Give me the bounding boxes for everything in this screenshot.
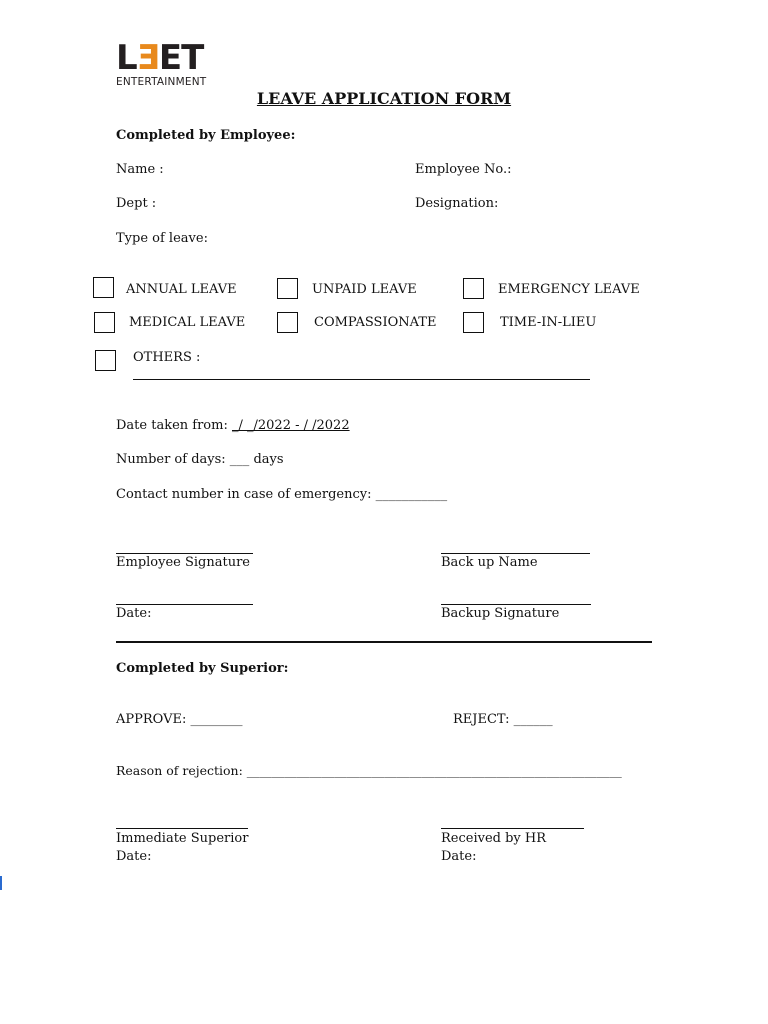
others-input-line[interactable] (133, 379, 590, 380)
form-title: LEAVE APPLICATION FORM (256, 89, 512, 108)
time-in-lieu-label: TIME-IN-LIEU (500, 315, 597, 330)
received-by-hr-label: Received by HR (441, 831, 547, 846)
type-of-leave-label: Type of leave: (116, 231, 208, 246)
backup-signature-line[interactable] (441, 604, 591, 605)
unpaid-leave-checkbox[interactable] (277, 278, 298, 299)
emergency-leave-label: EMERGENCY LEAVE (498, 282, 640, 297)
time-in-lieu-checkbox[interactable] (463, 312, 484, 333)
name-label: Name : (116, 162, 164, 177)
received-by-hr-line[interactable] (441, 828, 584, 829)
backup-signature-label: Backup Signature (441, 606, 560, 621)
employee-signature-line[interactable] (116, 553, 253, 554)
annual-leave-label: ANNUAL LEAVE (126, 282, 237, 297)
others-checkbox[interactable] (95, 350, 116, 371)
back-up-name-label: Back up Name (441, 555, 538, 570)
compassionate-checkbox[interactable] (277, 312, 298, 333)
date-taken-row (116, 418, 350, 433)
company-logo (116, 40, 226, 88)
medical-leave-label: MEDICAL LEAVE (129, 315, 246, 330)
received-by-hr-date-label: Date: (441, 849, 477, 864)
date-taken-label: Date taken from: (116, 418, 228, 433)
immediate-superior-date-label: Date: (116, 849, 152, 864)
employee-date-line[interactable] (116, 604, 253, 605)
annual-leave-checkbox[interactable] (93, 277, 114, 298)
immediate-superior-line[interactable] (116, 828, 248, 829)
reject-field[interactable]: REJECT: ______ (453, 712, 553, 727)
employee-section-heading: Completed by Employee: (116, 128, 296, 143)
approve-field[interactable]: APPROVE: ________ (116, 712, 243, 727)
date-taken-field[interactable]: _/ _/2022 - / /2022 (231, 418, 350, 433)
employee-date-label: Date: (116, 606, 152, 621)
others-label: OTHERS : (133, 350, 201, 365)
compassionate-label: COMPASSIONATE (314, 315, 437, 330)
emergency-leave-checkbox[interactable] (463, 278, 484, 299)
number-of-days-field[interactable]: Number of days: ___ days (116, 452, 284, 467)
page-edge-mark (0, 876, 2, 890)
designation-label: Designation: (415, 196, 499, 211)
employee-signature-label: Employee Signature (116, 555, 250, 570)
employee-no-label: Employee No.: (415, 162, 512, 177)
medical-leave-checkbox[interactable] (94, 312, 115, 333)
logo-subtitle: ENTERTAINMENT (116, 76, 207, 88)
back-up-name-line[interactable] (441, 553, 590, 554)
immediate-superior-label: Immediate Superior (116, 831, 249, 846)
superior-section-heading: Completed by Superior: (116, 661, 289, 676)
dept-label: Dept : (116, 196, 157, 211)
section-divider (116, 641, 652, 643)
unpaid-leave-label: UNPAID LEAVE (312, 282, 417, 297)
emergency-contact-field[interactable]: Contact number in case of emergency: ___________ (116, 487, 448, 502)
logo-wordmark: LƎET (116, 38, 204, 78)
reason-of-rejection-field[interactable]: Reason of rejection: ____________________________________________________________ (116, 763, 622, 778)
